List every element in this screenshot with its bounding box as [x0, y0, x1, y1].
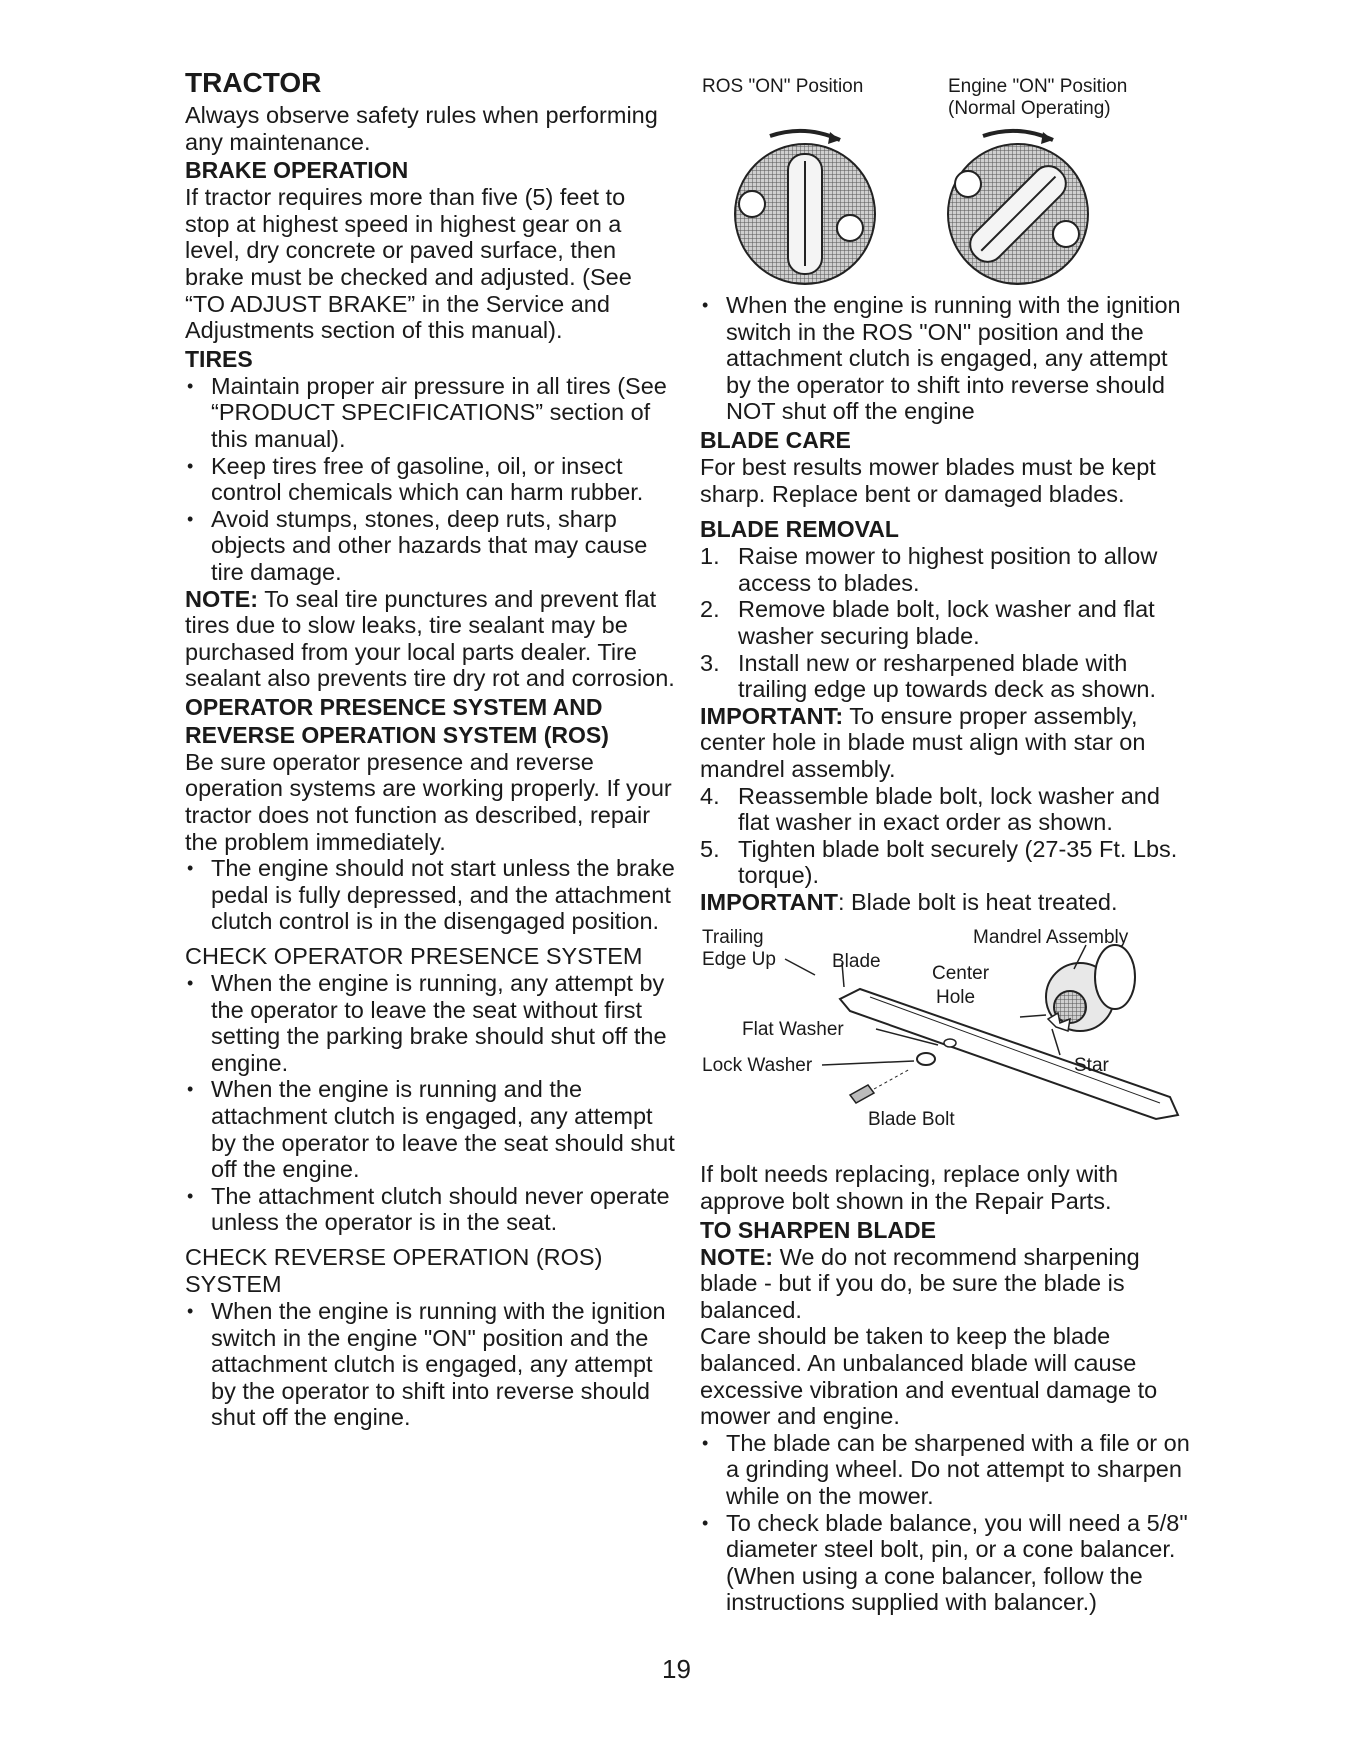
tires-list — [185, 373, 675, 586]
list-item — [700, 543, 1190, 596]
ignition-dials-illustration — [700, 66, 1190, 288]
intro-text: Always observe safety rules when performing any maintenance. — [185, 102, 658, 155]
brake-text: If tractor requires more than five (5) feet to stop at highest speed in highest gear on a level, dry concrete or paved surface, then brake must be checked and adjusted. (See “TO ADJUST BRAKE” in the Service and Adjustments section of this manual). — [185, 184, 632, 344]
mandrel-label: Mandrel Assembly — [973, 927, 1129, 949]
list-item: • Avoid stumps, stones, deep ruts, sharp objects and other hazards that may cause tire damage. — [185, 506, 675, 586]
list-item: • To check blade balance, you will need a 5/8" diameter steel bolt, pin, or a cone balancer. (When using a cone balancer, follow the instructions supplied with balancer.) — [700, 1510, 1190, 1616]
engine-on-label: Engine "ON" Position — [948, 76, 1128, 97]
brake-heading: BRAKE OPERATION — [185, 157, 409, 184]
step-text: Remove blade bolt, lock washer and flat washer securing blade. — [738, 596, 1155, 649]
blade-care-text: For best results mower blades must be kept sharp. Replace bent or damaged blades. — [700, 453, 1156, 507]
list-item: • Maintain proper air pressure in all tires (See “PRODUCT SPECIFICATIONS” section of this manual). — [185, 373, 675, 453]
mandrel-assembly-icon — [1046, 945, 1135, 1031]
ros-dial-icon — [735, 131, 875, 284]
engine-dial-icon — [948, 131, 1088, 284]
list-item — [700, 596, 1190, 649]
ignition-switch-figure — [700, 66, 1190, 288]
list-item: • The attachment clutch should never operate unless the operator is in the seat. — [185, 1183, 675, 1236]
ops-heading: OPERATOR PRESENCE SYSTEM AND REVERSE OPERATION SYSTEM (ROS) — [185, 693, 609, 748]
step-number: 4. — [700, 782, 720, 809]
list-item: • When the engine is running, any attempt by the operator to leave the seat without first setting the parking brake should shut off the engine. — [185, 970, 675, 1076]
sharpen-note — [700, 1244, 1190, 1324]
lock-washer-label: Lock Washer — [702, 1055, 813, 1077]
step-text: Tighten blade bolt securely (27-35 Ft. Lbs. torque). — [738, 835, 1178, 889]
important-note-1 — [700, 703, 1190, 783]
list-item: • Keep tires free of gasoline, oil, or insect control chemicals which can harm rubber. — [185, 453, 675, 506]
step-number: 2. — [700, 596, 720, 623]
note-text: We do not recommend sharpening blade - but if you do, be sure the blade is balanced. — [700, 1243, 1140, 1323]
engine-on-sublabel: (Normal Operating) — [948, 98, 1111, 119]
left-column — [185, 66, 675, 1431]
blade-assembly-figure — [700, 919, 1190, 1157]
important-note-2 — [700, 889, 1190, 916]
blade-bolt-icon — [850, 1069, 910, 1103]
check-operator-heading: CHECK OPERATOR PRESENCE SYSTEM — [185, 943, 643, 970]
removal-steps-a — [700, 543, 1190, 703]
edge-up-label: Edge Up — [702, 949, 776, 971]
important-text: : Blade bolt is heat treated. — [837, 888, 1118, 915]
list-item: • The blade can be sharpened with a file or on a grinding wheel. Do not attempt to sharpen while on the mower. — [700, 1430, 1190, 1510]
list-item: • The engine should not start unless the brake pedal is fully depressed, and the attachment clutch control is in the disengaged position. — [185, 855, 675, 935]
tires-heading: TIRES — [185, 345, 253, 372]
ops-list — [185, 855, 675, 935]
check-ros-heading: CHECK REVERSE OPERATION (ROS) SYSTEM — [185, 1243, 603, 1297]
important-label: IMPORTANT — [700, 888, 838, 915]
sharpen-list — [700, 1430, 1190, 1616]
star-label: Star — [1074, 1055, 1109, 1077]
list-item: • When the engine is running and the attachment clutch is engaged, any attempt by the operator to leave the seat should shut off the engine. — [185, 1076, 675, 1182]
note-text: To seal tire punctures and prevent flat tires due to slow leaks, tire sealant may be purchased from your local parts dealer. Tire sealant also prevents tire dry rot and corrosion. — [185, 585, 675, 692]
step-number: 1. — [700, 543, 720, 570]
hole-label: Hole — [936, 987, 976, 1009]
tire-note — [185, 586, 675, 692]
section-title: TRACTOR — [185, 67, 322, 98]
important-text: To ensure proper assembly, center hole in blade must align with star on mandrel assembly. — [700, 702, 1146, 782]
mower-blade-icon — [840, 989, 1178, 1119]
blade-care-heading: BLADE CARE — [700, 426, 851, 453]
step-number: 3. — [700, 649, 720, 676]
blade-label: Blade — [832, 951, 881, 973]
list-item: • When the engine is running with the ignition switch in the engine "ON" position and the attachment clutch is engaged, any attempt by the operator to shift into reverse should shut off the engine. — [185, 1298, 675, 1431]
ros-list — [700, 292, 1190, 425]
lock-washer-icon — [917, 1053, 935, 1065]
check-operator-list — [185, 970, 675, 1236]
bolt-text: If bolt needs replacing, replace only with approve bolt shown in the Repair Parts. — [700, 1161, 1119, 1215]
list-item — [700, 650, 1190, 703]
right-column — [700, 66, 1190, 1616]
step-text: Install new or resharpened blade with trailing edge up towards deck as shown. — [738, 649, 1157, 703]
step-text: Raise mower to highest position to allow access to blades. — [738, 543, 1158, 596]
page-number: 19 — [662, 1654, 691, 1684]
list-item: • When the engine is running with the ignition switch in the ROS "ON" position and the attachment clutch is engaged, any attempt by the operator to shift into reverse should NOT shut off the engine — [700, 292, 1190, 425]
list-item — [700, 783, 1190, 836]
sharpen-heading: TO SHARPEN BLADE — [700, 1216, 936, 1243]
step-text: Reassemble blade bolt, lock washer and flat washer in exact order as shown. — [738, 782, 1160, 836]
blade-bolt-label: Blade Bolt — [868, 1109, 955, 1131]
note-label: NOTE: — [185, 585, 259, 612]
care-text: Care should be taken to keep the blade balanced. An unbalanced blade will cause excessive vibration and eventual damage to mower and engine. — [700, 1323, 1158, 1430]
note-label: NOTE: — [700, 1243, 774, 1270]
check-ros-list — [185, 1298, 675, 1431]
flat-washer-icon — [944, 1039, 956, 1047]
trailing-label: Trailing — [702, 927, 764, 949]
flat-washer-label: Flat Washer — [742, 1019, 844, 1041]
center-label: Center — [932, 963, 990, 985]
ros-on-label: ROS "ON" Position — [702, 76, 864, 97]
step-number: 5. — [700, 835, 720, 862]
removal-steps-b — [700, 783, 1190, 889]
blade-removal-heading: BLADE REMOVAL — [700, 516, 899, 543]
important-label: IMPORTANT: — [700, 702, 844, 729]
list-item — [700, 836, 1190, 889]
ops-text: Be sure operator presence and reverse operation systems are working properly. If your tractor does not function as described, repair the problem immediately. — [185, 748, 672, 855]
